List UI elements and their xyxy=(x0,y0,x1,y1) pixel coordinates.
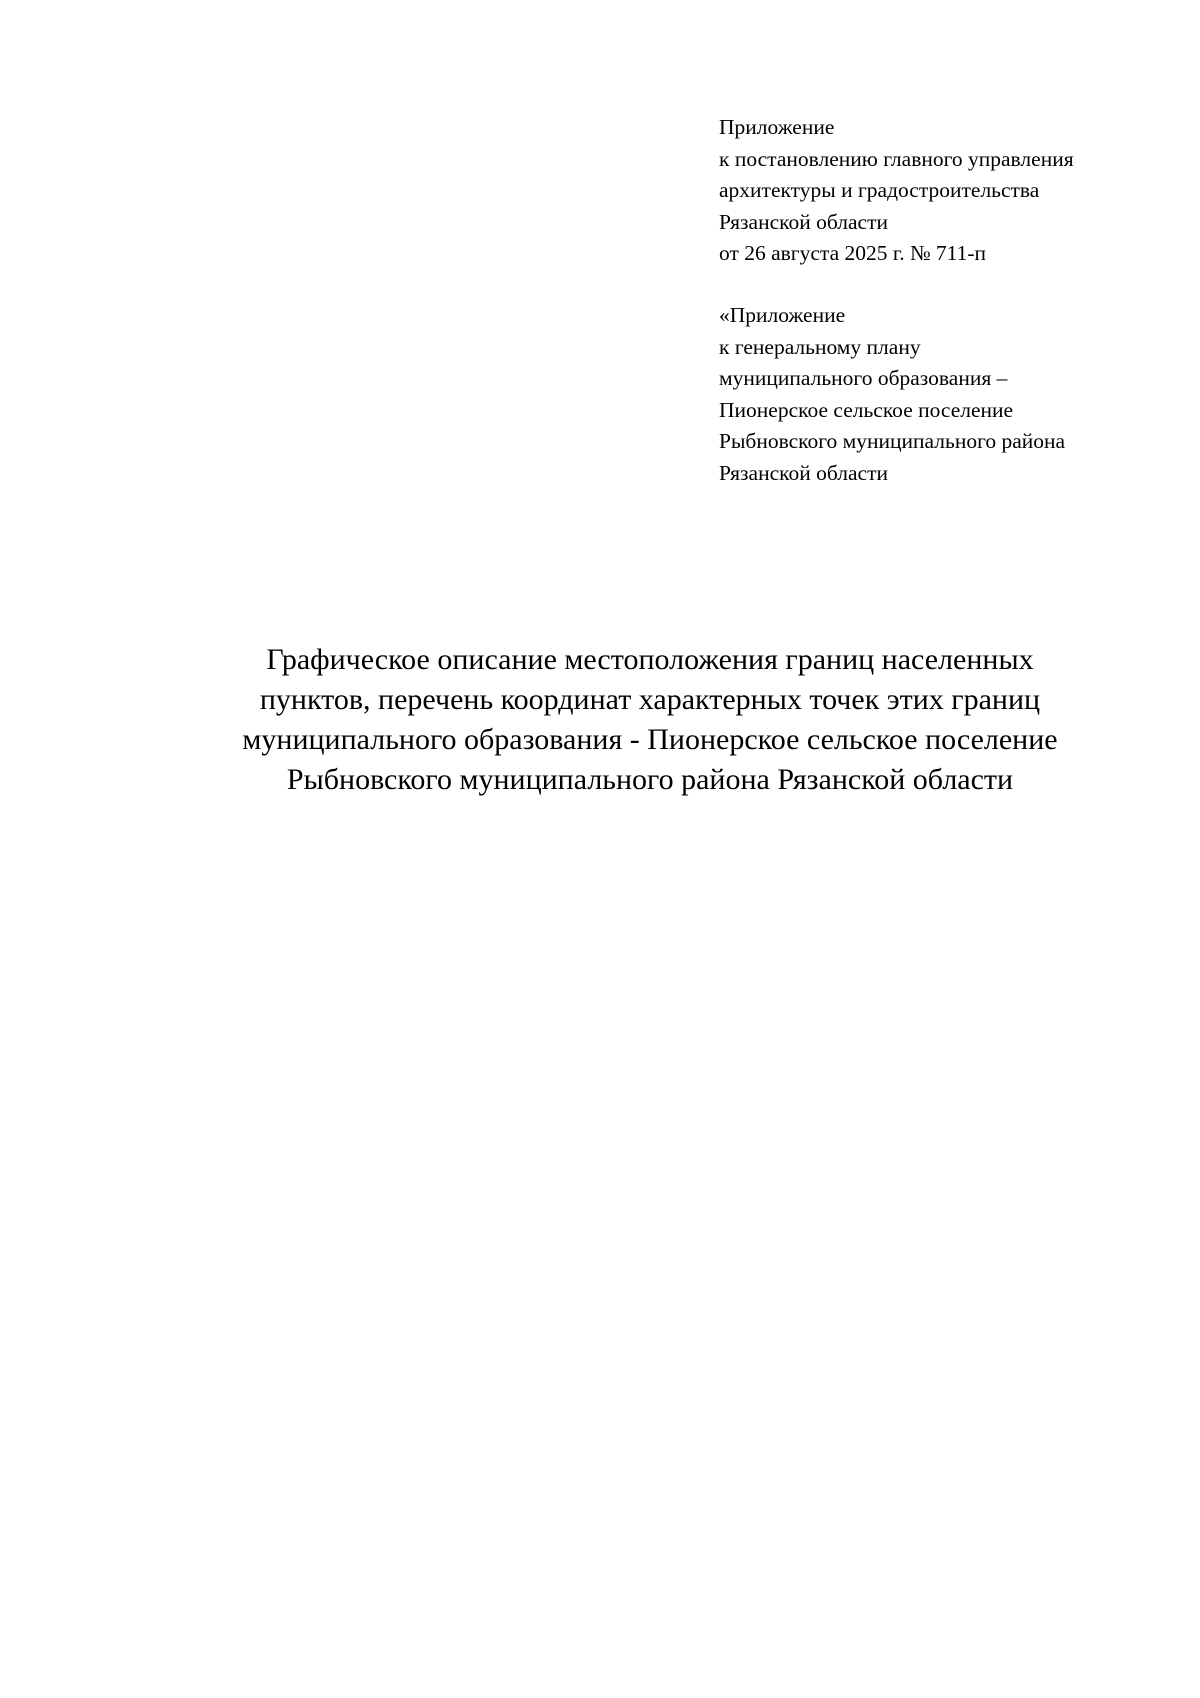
document-title-line: муниципального образования - Пионерское сельское поселение xyxy=(242,723,1058,756)
appendix-general-plan-line: муниципального образования – xyxy=(719,366,1008,391)
appendix-general-plan-line: Рязанской области xyxy=(719,460,888,485)
appendix-general-plan-line: «Приложение xyxy=(719,303,846,327)
appendix-general-plan-block xyxy=(719,300,1159,490)
appendix-general-plan-line: Пионерское сельское поселение xyxy=(719,397,1014,422)
document-title-line: Графическое описание местоположения границ населенных xyxy=(266,643,1034,676)
appendix-resolution-line: архитектуры и градостроительства xyxy=(719,178,1040,203)
appendix-resolution-line: Приложение xyxy=(719,115,835,139)
appendix-general-plan-line: Рыбновского муниципального района xyxy=(719,429,1066,454)
document-title-line: Рыбновского муниципального района Рязанской области xyxy=(286,763,1014,796)
appendix-resolution-date-line: от 26 августа 2025 г. № 711-п xyxy=(719,241,987,266)
appendix-resolution-block xyxy=(719,112,1159,270)
appendix-resolution-line: Рязанской области xyxy=(719,209,888,234)
document-title xyxy=(160,640,1140,800)
appendix-resolution-line: к постановлению главного управления xyxy=(719,146,1074,171)
appendix-general-plan-line: к генеральному плану xyxy=(719,334,921,359)
document-title-line: пунктов, перечень координат характерных точек этих границ xyxy=(259,683,1041,716)
